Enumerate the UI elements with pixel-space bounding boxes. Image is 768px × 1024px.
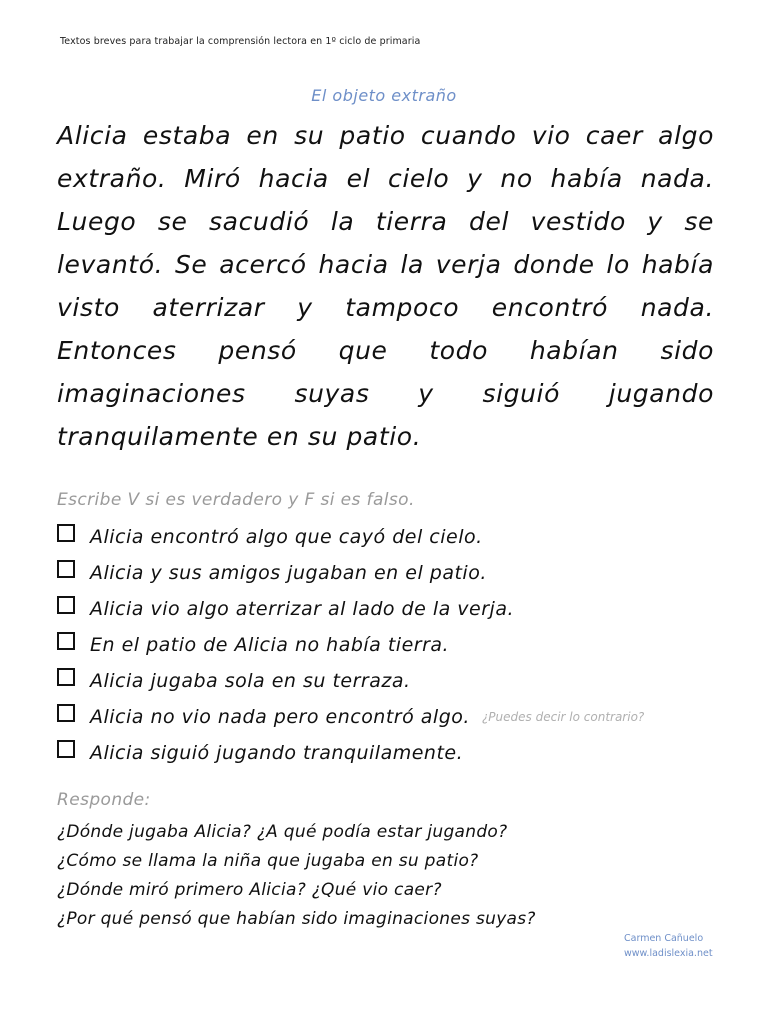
author-credit [624, 931, 713, 961]
true-false-item [57, 735, 737, 771]
true-false-list [57, 519, 737, 771]
statement-text: Alicia jugaba sola en su terraza. [90, 670, 411, 692]
true-false-item [57, 663, 737, 699]
statement-text: Alicia encontró algo que cayó del cielo. [90, 526, 483, 548]
statement-hint: ¿Puedes decir lo contrario? [481, 710, 645, 724]
checkbox-icon[interactable] [57, 560, 75, 578]
statement-text: Alicia vio algo aterrizar al lado de la verja. [90, 598, 515, 620]
page-header: Textos breves para trabajar la comprensión lectora en 1º ciclo de primaria [60, 36, 421, 47]
true-false-item [57, 555, 737, 591]
questions-instruction: Responde: [57, 790, 151, 810]
checkbox-icon[interactable] [57, 740, 75, 758]
author-name: Carmen Cañuelo [624, 933, 704, 944]
author-website: www.ladislexia.net [624, 948, 713, 959]
checkbox-icon[interactable] [57, 632, 75, 650]
statement-text: Alicia y sus amigos jugaban en el patio. [90, 562, 487, 584]
statement-text: Alicia no vio nada pero encontró algo. [90, 706, 470, 728]
question-item: ¿Dónde jugaba Alicia? ¿A qué podía estar jugando? [57, 822, 508, 842]
checkbox-icon[interactable] [57, 596, 75, 614]
true-false-instruction: Escribe V si es verdadero y F si es falso. [57, 490, 415, 510]
true-false-item [57, 627, 737, 663]
checkbox-icon[interactable] [57, 704, 75, 722]
true-false-item [57, 591, 737, 627]
questions-list [57, 818, 536, 934]
checkbox-icon[interactable] [57, 668, 75, 686]
true-false-item [57, 519, 737, 555]
question-item: ¿Dónde miró primero Alicia? ¿Qué vio caer? [57, 880, 442, 900]
true-false-item [57, 699, 737, 735]
checkbox-icon[interactable] [57, 524, 75, 542]
story-title: El objeto extraño [311, 86, 457, 105]
question-item: ¿Por qué pensó que habían sido imaginaciones suyas? [57, 909, 536, 929]
statement-text: Alicia siguió jugando tranquilamente. [90, 742, 464, 764]
question-item: ¿Cómo se llama la niña que jugaba en su patio? [57, 851, 479, 871]
story-text: Alicia estaba en su patio cuando vio caer algo extraño. Miró hacia el cielo y no había nada. Luego se sacudió la tierra del vestido y se levantó. Se acercó hacia la verja donde lo había visto aterrizar y tampoco encontró nada. Entonces pensó que todo habían sido imaginaciones suyas y siguió jugando tranquilamente en su patio. [57, 121, 714, 451]
statement-text: En el patio de Alicia no había tierra. [90, 634, 450, 656]
